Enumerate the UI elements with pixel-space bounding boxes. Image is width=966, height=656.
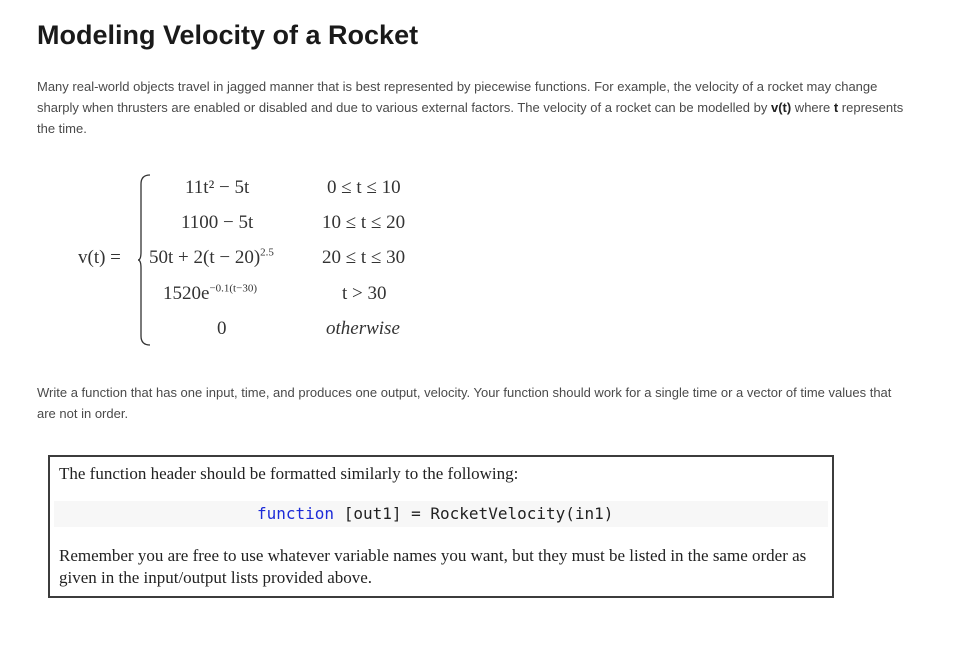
instruction-paragraph: Write a function that has one input, time, and produces one output, velocity. Your function should work for a single time or a vector of time values that are not in order.: [37, 385, 892, 421]
intro-paragraph: [37, 76, 907, 139]
piece-expression-2: 1100 − 5t: [181, 212, 254, 233]
piece-expression-5: 0: [217, 318, 227, 339]
page-title: Modeling Velocity of a Rocket: [37, 20, 419, 50]
piece-condition-2: 10 ≤ t ≤ 20: [322, 212, 406, 233]
header-box-intro: The function header should be formatted similarly to the following:: [59, 464, 519, 483]
intro-text: Many real-world objects travel in jagged manner that is best represented by piecewise functions. For example, the velocity of a rocket may change sharply when thrusters are enabled or disabled and due to various external factors. The velocity of a rocket can be modelled by: [37, 79, 878, 115]
piece-condition-3: 20 ≤ t ≤ 30: [322, 247, 406, 268]
intro-function-name: v(t): [770, 100, 792, 115]
exponent: −0.1(t−30): [209, 282, 257, 295]
piece-expression-3: $50t + 2(t - 20)^{2.5}$: [149, 246, 274, 268]
intro-where: where: [791, 100, 834, 115]
piecewise-equation: [78, 170, 438, 350]
intro-variable: t: [833, 100, 839, 115]
piece-condition-5: otherwise: [326, 318, 400, 339]
equation-lhs: v(t) =: [78, 247, 121, 268]
function-header-code: [257, 504, 613, 523]
code-keyword: function: [257, 504, 335, 523]
function-header-box: [48, 455, 834, 598]
intro-end: represents the time.: [37, 100, 904, 136]
piece-expression-1: 11t² − 5t: [185, 177, 250, 198]
code-signature: [out1] = RocketVelocity(in1): [334, 504, 614, 523]
code-block: [54, 501, 828, 527]
header-box-remember: Remember you are free to use whatever variable names you want, but they must be listed in the same order as given in the input/output lists provided above.: [59, 546, 807, 587]
piece-condition-1: 0 ≤ t ≤ 10: [327, 177, 401, 198]
piece-expression-4: $1520e^{-0.1(t-30)}$: [163, 282, 257, 304]
exponent: 2.5: [260, 246, 274, 259]
piece-condition-4: t > 30: [342, 283, 387, 304]
